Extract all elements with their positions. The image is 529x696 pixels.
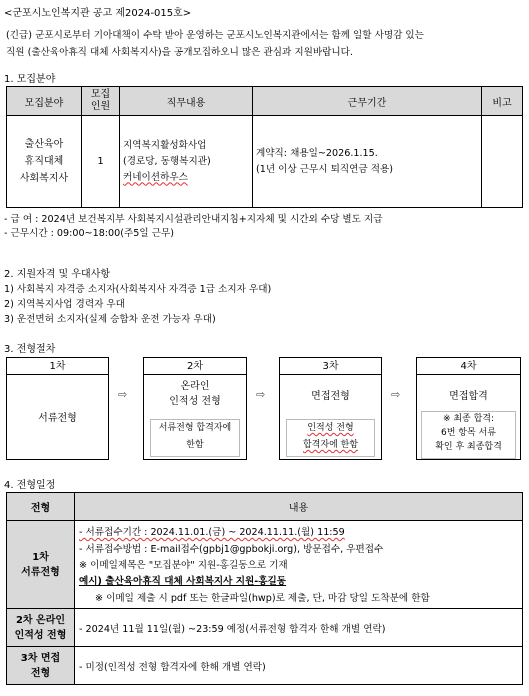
row3-label: 3차 면접 전형 (7, 647, 75, 685)
header-note: 비고 (482, 87, 523, 116)
row1-line-4: 예시) 출산육아휴직 대체 사회복지사 지원-홍길동 (79, 576, 287, 587)
duty-line-2: (경로당, 동행복지관) (123, 155, 211, 167)
row2-label: 2차 온라인 인적성 전형 (7, 609, 75, 647)
duty-line-1: 지역복지활성화사업 (123, 139, 207, 151)
step3-head: 3차 (279, 357, 382, 376)
header-count: 모집 인원 (82, 87, 120, 116)
row1-line-2: - 서류접수방법 : E-mail접수(gpbj1@gpbokji.org), 방문접수, 우편접수 (79, 544, 384, 555)
schedule-header-content: 내용 (75, 493, 523, 521)
row1-line-3: ※ 이메일제목은 "모집분야" 지원-홍길동으로 기재 (79, 560, 288, 571)
recruit-table (6, 86, 523, 208)
row3-content: - 미정(인적성 전형 합격자에 한해 개별 연락) (75, 647, 523, 685)
step2-box (143, 374, 247, 460)
arrow-icon: ⇨ (118, 388, 128, 401)
step3-box (279, 374, 382, 460)
cell-field: 출산육아 휴직대체 사회복지사 (7, 116, 82, 208)
section1-title: 1. 모집분야 (4, 74, 56, 85)
period-line-2: (1년 이상 근무시 퇴직연금 적용) (256, 163, 393, 175)
row1-label: 1차 서류전형 (7, 521, 75, 609)
step4-detail: ※ 최종 합격: 6번 항목 서류 확인 후 최종합격 (421, 411, 516, 459)
header-period: 근무기간 (253, 87, 482, 116)
cell-duty (120, 116, 253, 208)
cell-period (253, 116, 482, 208)
period-line-1: 계약직: 채용일~2026.1.15. (256, 147, 378, 159)
row2-content: - 2024년 11월 11일(월) ~23:59 예정(서류전형 합격자 한해 개별 연락) (75, 609, 523, 647)
arrow-icon: ⇨ (256, 388, 266, 401)
cell-count: 1 (82, 116, 120, 208)
step1-title: 서류전형 (38, 413, 77, 424)
intro-line-2: 직원 (출산육아휴직 대체 사회복지사)을 공개모집하오니 많은 관심과 지원바랍니다. (6, 47, 353, 58)
step1-head: 1차 (6, 357, 109, 376)
cell-note (482, 116, 523, 208)
step2-head: 2차 (143, 357, 247, 376)
arrow-icon: ⇨ (391, 388, 401, 401)
step4-head: 4차 (416, 357, 521, 376)
pay-line: - 급 여 : 2024년 보건복지부 사회복지시설관리안내지침+지자체 및 시간외 수당 별도 지급 (4, 214, 383, 225)
qual-item-2: 2) 지역복지사업 경력자 우대 (4, 299, 125, 310)
notice-title: <군포시노인복지관 공고 제2024-015호> (4, 8, 192, 19)
step2-title: 온라인 인적성 전형 (169, 381, 221, 407)
qual-item-1: 1) 사회복지 자격증 소지자(사회복지사 자격증 1급 소지자 우대) (4, 284, 272, 295)
section2-title: 2. 지원자격 및 우대사항 (4, 269, 111, 280)
hours-line: - 근무시간 : 09:00~18:00(주5일 근무) (4, 228, 174, 239)
duty-line-3: 커네이션하우스 (123, 171, 188, 183)
header-field: 모집분야 (7, 87, 82, 116)
step3-detail: 인적성 전형 합격자에 한함 (286, 419, 375, 457)
qual-item-3: 3) 운전면허 소지자(실제 승합차 운전 가능자 우대) (4, 314, 216, 325)
schedule-table (6, 492, 523, 685)
row1-content (75, 521, 523, 609)
step2-detail: 서류전형 합격자에 한함 (150, 419, 240, 457)
row1-line-5: ※ 이메일 제출 시 pdf 또는 한글파일(hwp)로 제출, 단, 마감 당일 도착분에 한함 (95, 593, 430, 604)
step1-box (6, 374, 109, 460)
header-duty: 직무내용 (120, 87, 253, 116)
schedule-header-stage: 전형 (7, 493, 75, 521)
step3-title: 면접전형 (311, 391, 350, 402)
step4-box (416, 374, 521, 460)
intro-line-1: (긴급) 군포시로부터 기아대책이 수탁 받아 운영하는 군포시노인복지관에서는 함께 일할 사명감 있는 (6, 30, 424, 41)
row1-line-1: - 서류접수기간 : 2024.11.01.(금) ~ 2024.11.11.(월) 11:59 (79, 527, 345, 538)
step4-title: 면접합격 (449, 391, 488, 402)
section3-title: 3. 전형절차 (4, 344, 56, 355)
section4-title: 4. 전형일정 (4, 480, 56, 491)
